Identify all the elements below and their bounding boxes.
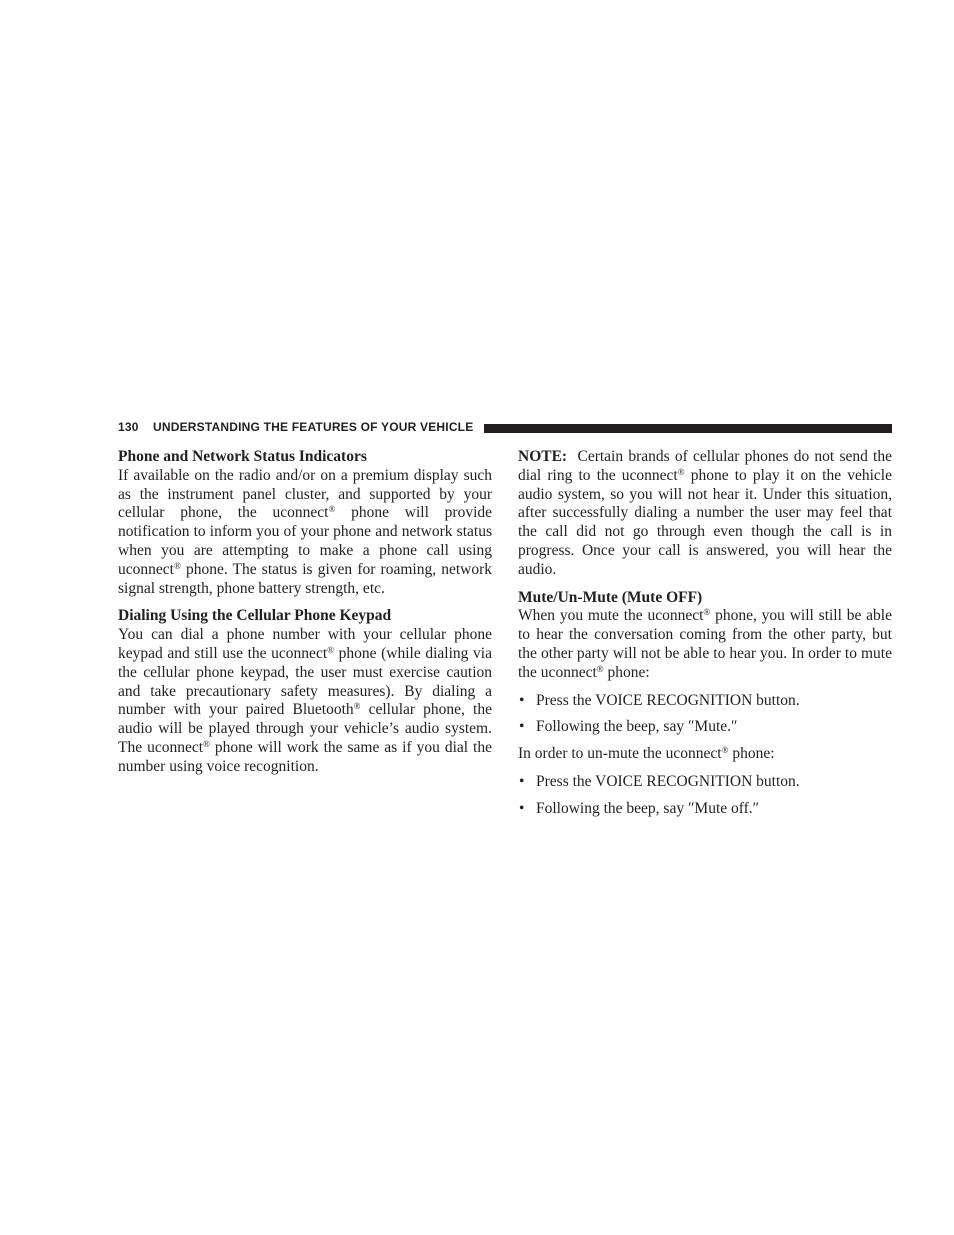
registered-mark: ® [353,701,361,712]
paragraph-unmute-intro [518,745,892,764]
text-segment: Certain brands of cellular phones do not send the dial ring to the uconnect [518,448,896,484]
heading-mute-unmute: Mute/Un-Mute (Mute OFF) [518,588,703,606]
registered-mark: ® [596,663,604,674]
text-segment: phone (while dialing via the cellular phone keypad, the user must exercise caution and take precautionary safety measures). By dialing a number with your paired Bluetooth [118,644,492,719]
right-column [518,448,896,827]
note-label: NOTE: [518,448,568,465]
list-item [518,692,892,711]
header-rule-bar [484,424,892,433]
text-segment: phone. The status is given for roaming, network signal strength, phone battery strength, etc. [118,560,492,597]
bullet-icon: • [519,691,525,709]
list-item-text: Press the VOICE RECOGNITION button. [536,691,800,709]
registered-mark: ® [203,738,210,749]
mute-steps-list [518,692,892,738]
bullet-icon: • [519,718,525,736]
text-segment: When you mute the uconnect [518,607,704,625]
registered-mark: ® [703,607,711,618]
section-title: UNDERSTANDING THE FEATURES OF YOUR VEHICLE [153,420,474,434]
paragraph-mute-intro [518,607,892,682]
text-segment: cellular phone, the audio will be played through your vehicle’s audio system. The uconnect [118,701,492,756]
page-header [118,419,892,437]
paragraph-status-indicators [118,467,492,599]
list-item-text: Following the beep, say ″Mute.″ [536,718,738,736]
registered-mark: ® [721,745,729,756]
text-segment: phone will provide notification to inform you of your phone and network status when you are attempting to make a phone call using uconnect [118,504,493,578]
text-segment: You can dial a phone number with your cellular phone keypad and still use the uconnect [118,626,492,662]
unmute-steps-list [518,773,892,819]
text-segment: phone, you will still be able to hear the conversation coming from the other party, but the other party will not be able to hear you. In order to mute the uconnect [518,607,892,681]
heading-status-indicators: Phone and Network Status Indicators [118,448,367,465]
registered-mark: ® [327,644,334,655]
bullet-icon: • [519,799,525,817]
heading-dialing-keypad: Dialing Using the Cellular Phone Keypad [118,607,392,625]
list-item-text: Press the VOICE RECOGNITION button. [536,772,800,790]
registered-mark: ® [173,560,181,571]
text-segment: If available on the radio and/or on a premium display such as the instrument panel cluster, and supported by your cellular phone, the uconnect [118,466,492,522]
text-segment: phone will work the same as if you dial the number using voice recognition. [118,738,492,775]
text-segment: phone to play it on the vehicle audio system, so you will not hear it. Under this situation, after successfully dialing a number the user may feel that the call did not go through even though the call is in progress. Once your call is answered, you will hear the audio. [518,466,892,578]
bullet-icon: • [519,772,525,790]
list-item [518,800,892,819]
list-item [518,773,892,792]
text-segment: phone: [728,745,775,763]
registered-mark: ® [328,504,336,515]
list-item-text: Following the beep, say ″Mute off.″ [536,799,760,817]
text-segment: phone: [603,663,650,681]
list-item [518,718,892,737]
page-number: 130 [118,420,139,434]
registered-mark: ® [677,466,685,477]
note-paragraph [518,448,896,580]
text-segment: In order to un-mute the uconnect [518,745,722,763]
left-column [118,448,492,786]
paragraph-dialing-keypad [118,626,492,776]
